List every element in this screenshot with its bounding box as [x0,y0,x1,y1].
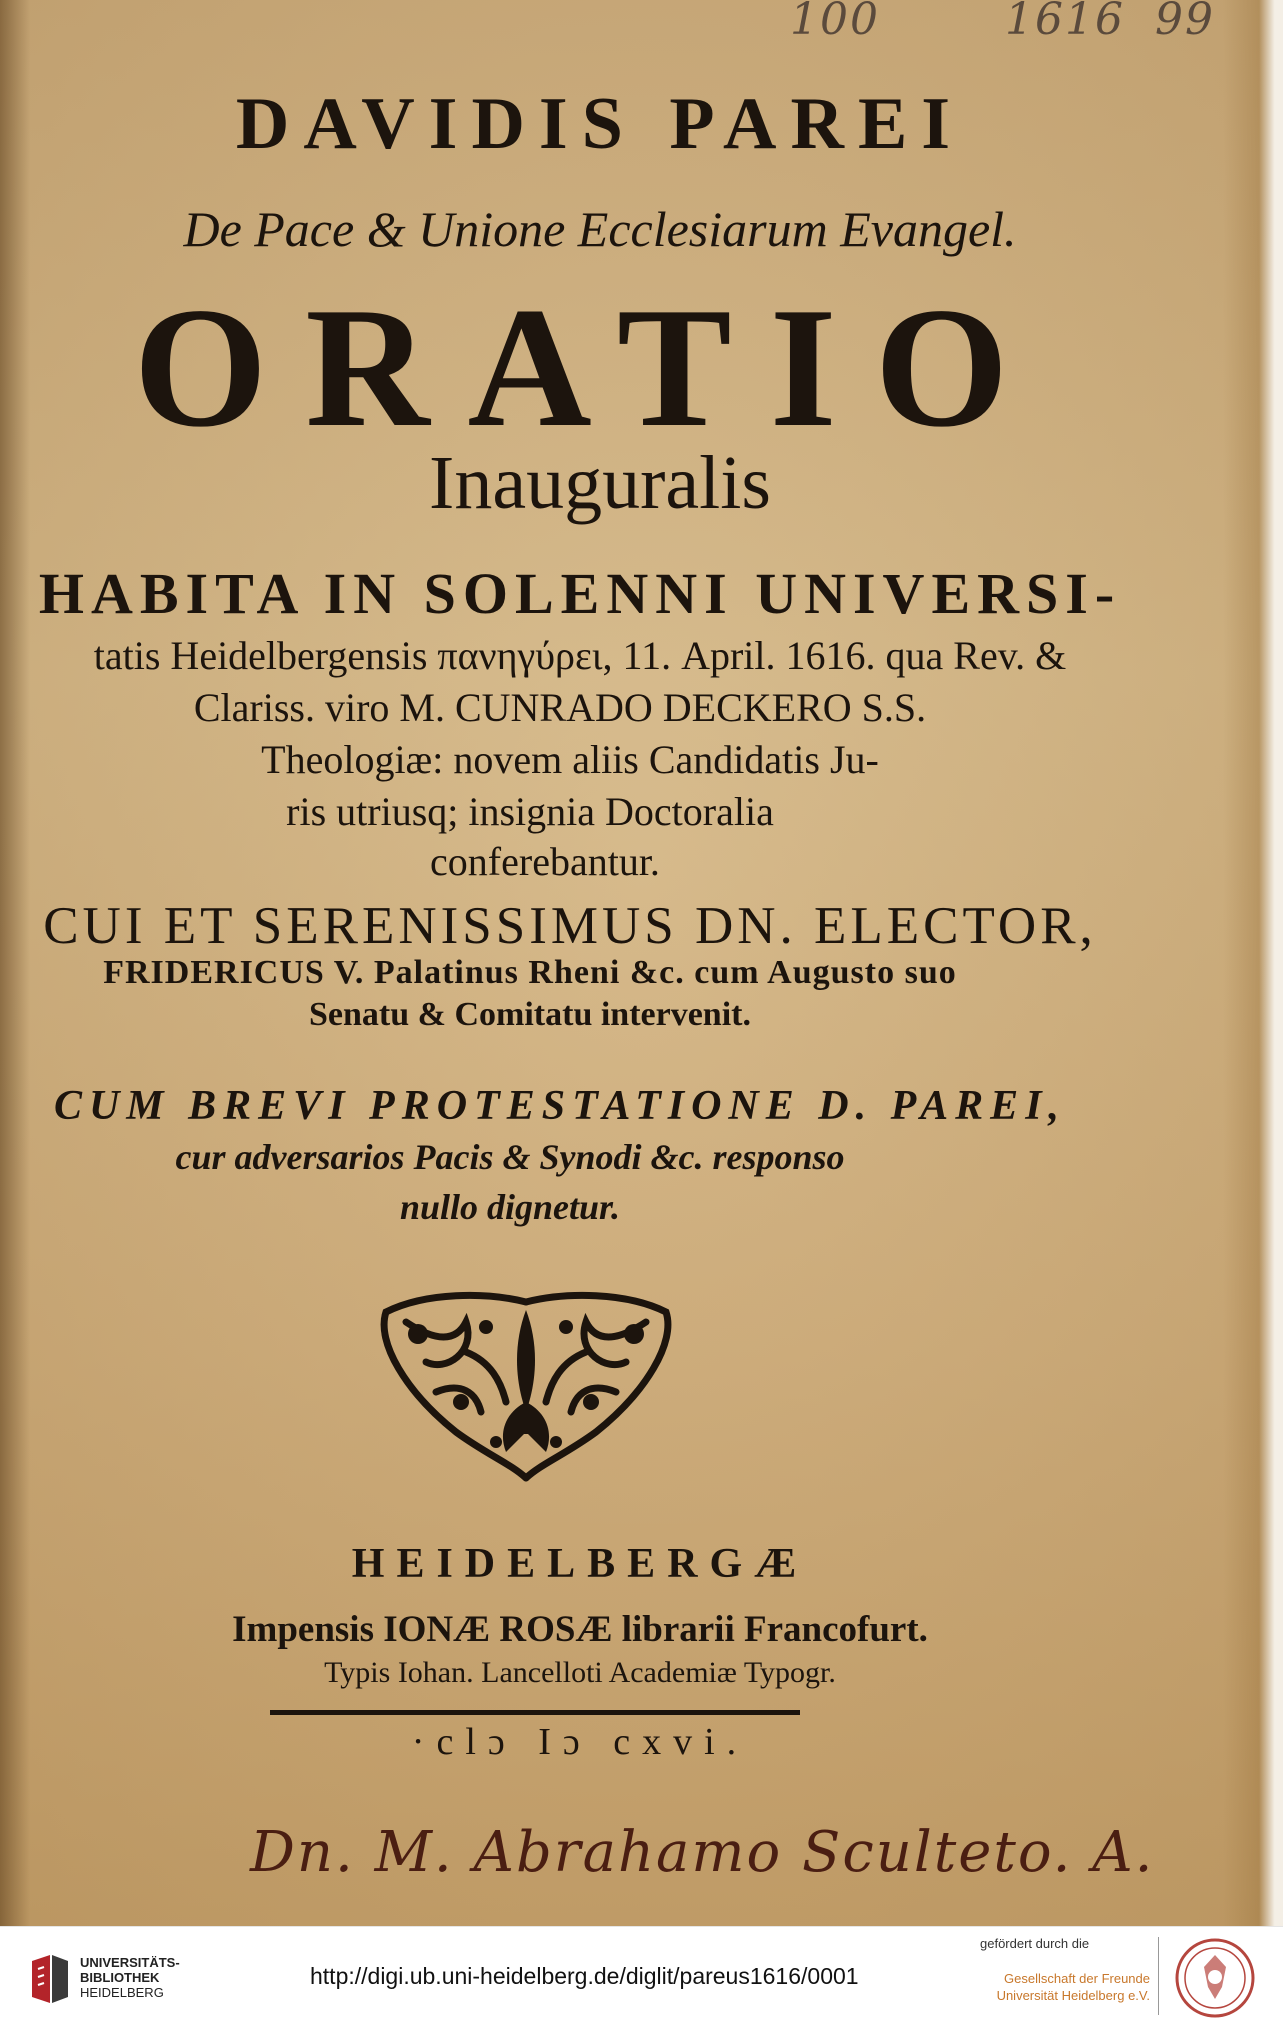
sponsor-name-line-1: Gesellschaft der Freunde [1004,1971,1150,1986]
viewer-footer [0,1926,1283,2024]
sponsor-block [980,1935,1150,2004]
shelfmark-3: 99 [1155,0,1215,45]
fridericus-line: FRIDERICUS V. Palatinus Rheni &c. cum Augusto suo [103,954,957,991]
library-name-line-2: BIBLIOTHEK [80,1970,160,1985]
imprint-city: HEIDELBERGÆ [351,1541,809,1587]
footer-divider [1158,1937,1159,2015]
imprint-date: ·clɔ Iɔ cxvi. [411,1721,749,1763]
title-inauguralis: Inauguralis [429,441,771,525]
imprint-printer: Typis Iohan. Lancelloti Academiæ Typogr. [324,1656,836,1689]
body-line-2: Clariss. viro M. CUNRADO DECKERO S.S. [193,685,927,730]
sponsor-name[interactable] [980,1970,1150,2004]
permalink-url[interactable]: http://digi.ub.uni-heidelberg.de/diglit/pareus1616/0001 [310,1963,859,1989]
imprint-rule [270,1710,800,1715]
body-line-3: Theologiæ: novem aliis Candidatis Ju- [261,737,879,782]
author-name: DAVIDIS PAREI [235,83,965,165]
library-name [80,1955,180,2000]
library-name-line-1: UNIVERSITÄTS- [80,1955,180,1970]
library-name-line-3: HEIDELBERG [80,1985,164,2000]
body-line-5: conferebantur. [430,839,660,884]
elector-line: CUI ET SERENISSIMUS DN. ELECTOR, [43,897,1097,955]
habita-line: HABITA IN SOLENNI UNIVERSI- [38,561,1122,626]
sponsor-name-line-2: Universität Heidelberg e.V. [996,1988,1150,2003]
subtitle: De Pace & Unione Ecclesiarum Evangel. [183,201,1017,257]
adversarios-line: cur adversarios Pacis & Synodi &c. responso [175,1137,845,1177]
senatu-line: Senatu & Comitatu intervenit. [309,996,751,1033]
university-seal-icon [1174,1937,1256,2019]
body-line-4: ris utriusq; insignia Doctoralia [286,789,774,834]
imprint-publisher: Impensis IONÆ ROSÆ librarii Francofurt. [232,1609,928,1650]
shelfmark-2: 1616 [1005,0,1125,45]
handwritten-dedication: Dn. M. Abrahamo Sculteto. A. [250,1820,1155,1885]
title-oratio: ORATIO [133,273,1047,463]
protestation-line: CUM BREVI PROTESTATIONE D. PAREI, [53,1083,1067,1129]
body-line-1: tatis Heidelbergensis πανηγύρει, 11. April. 1616. qua Rev. & [93,633,1067,678]
ub-logo-icon[interactable] [28,1953,72,2005]
shelfmark-1: 100 [790,0,880,45]
nullo-line: nullo dignetur. [399,1187,621,1227]
printers-ornament-icon [366,1282,686,1482]
sponsor-intro: gefördert durch die [980,1936,1090,1951]
